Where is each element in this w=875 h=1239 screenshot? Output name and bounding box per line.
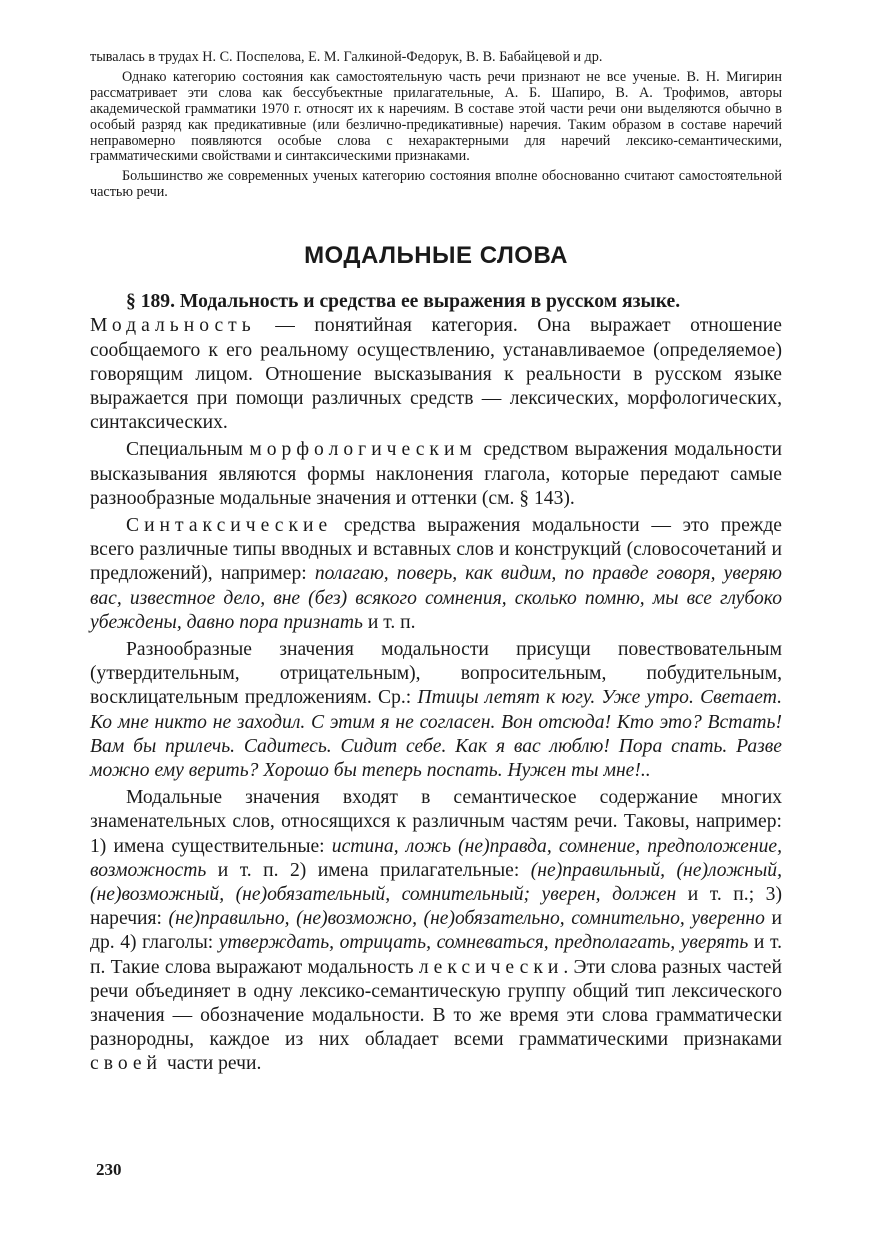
text: средством выражения модальности высказывания являются формы наклонения глагола, которые передают самые разнообразные модальные значения и оттенки (см. § 143). [90,439,782,509]
paragraph-sentence-types [90,638,782,783]
paragraph-title: § 189. Модальность и средства ее выражения в русском языке. [126,291,681,313]
paragraph-lexical [90,786,782,1076]
text: . Эти слова разных частей речи объединяет в одну лексико-семантическую группу общий тип лексического значения — обозначение модальности. В то же время эти слова грамматически разнородны, каждое из них обладает всеми грамматическими признаками [90,956,782,1051]
spaced-term: своей [90,1053,163,1075]
text: — понятийная категория. Она выражает отношение сообщаемого к его реальному осуществлению, устанавливаемое (определяемое) говорящим лицом. Отношение высказывания к реальности в русском языке выражается при помощи различных средств — лексических, морфологических, синтаксических. [90,315,782,434]
paragraph-morphological [90,438,782,511]
text: средства выражения модальности — это прежде всего различные типы вводных и вставных слов и конструкций (словосочетаний и предложений), например: [90,514,782,585]
preceding-text [90,50,782,201]
text: части речи. [162,1053,262,1075]
spaced-term: морфологическим [249,439,477,461]
examples: (не)правильно, (не)возможно, (не)обязательно, сомнительно, уверенно [168,908,765,930]
examples: полагаю, поверь, как видим, по правде говоря, уверяю вас, известное дело, вне (без) всякого сомнения, сколько помню, мы все глубоко убеждены, давно пора признать [90,563,782,633]
text: Специальным [126,439,250,461]
section-body [90,290,782,1077]
paragraph: тывалась в трудах Н. С. Поспелова, Е. М. Галкиной-Федорук, В. В. Бабайцевой и др. [90,49,603,65]
text: и т. п. [362,611,416,633]
spaced-term: лексически [418,956,564,978]
text: и т. п. Такие слова выражают модальность [90,932,782,978]
section-heading: МОДАЛЬНЫЕ СЛОВА [304,242,568,270]
text: и т. п.; 3) наречия: [90,884,782,930]
examples: Птицы летят к югу. Уже утро. Светает. Ко мне никто не заходил. С этим я не согласен. Вон отсюда! Кто это? Встать! Вам бы прилечь. Садитесь. Сидит себе. Как я вас люблю! Пора спать. Разве можно ему верить? Хорошо бы теперь поспать. Нужен ты мне!.. [90,687,782,782]
examples: (не)правильный, (не)ложный, (не)возможный, (не)обязательный, сомнительный; уверен, должен [90,859,782,906]
paragraph-syntactic [90,514,782,635]
examples: утверждать, отрицать, сомневаться, предполагать, уверять [218,932,749,954]
text: и др. 4) глаголы: [90,908,782,954]
text: Модальные значения входят в семантическое содержание многих знаменательных слов, относящихся к различным частям речи. Таковы, например: 1) имена существительные: [90,787,782,857]
paragraph: Однако категорию состояния как самостоятельную часть речи признают не все ученые. В. Н. Мигирин рассматривает эти слова как бессубъектные прилагательные, А. Б. Шапиро, В. А. Трофимов, авторы академической грамматики 1970 г. относят их к наречиям. В составе этой части речи они выделяются обычно в особый разряд как предикативные (или безлично-предикативные) наречия. Таким образом в составе наречий неправомерно появляются особые слова с нехарактерными для наречий лексико-семантическими, грамматическими свойствами и синтаксическими признаками. [90,68,782,165]
paragraph: Большинство же современных ученых категорию состояния вполне обоснованно считают самостоятельной частью речи. [90,168,782,201]
page-number: 230 [96,1160,122,1179]
spaced-term: Синтаксические [126,514,333,536]
text: Разнообразные значения модальности присущи повествовательным (утвердительным, отрицательным), вопросительным, побудительным, восклицательным предложениям. Ср.: [90,639,782,709]
paragraph-modality [90,290,782,435]
examples: истина, ложь (не)правда, сомнение, предположение, возможность [90,835,782,881]
text: и т. п. 2) имена прилагательные: [206,859,531,881]
spaced-term: Модальность [90,315,256,337]
